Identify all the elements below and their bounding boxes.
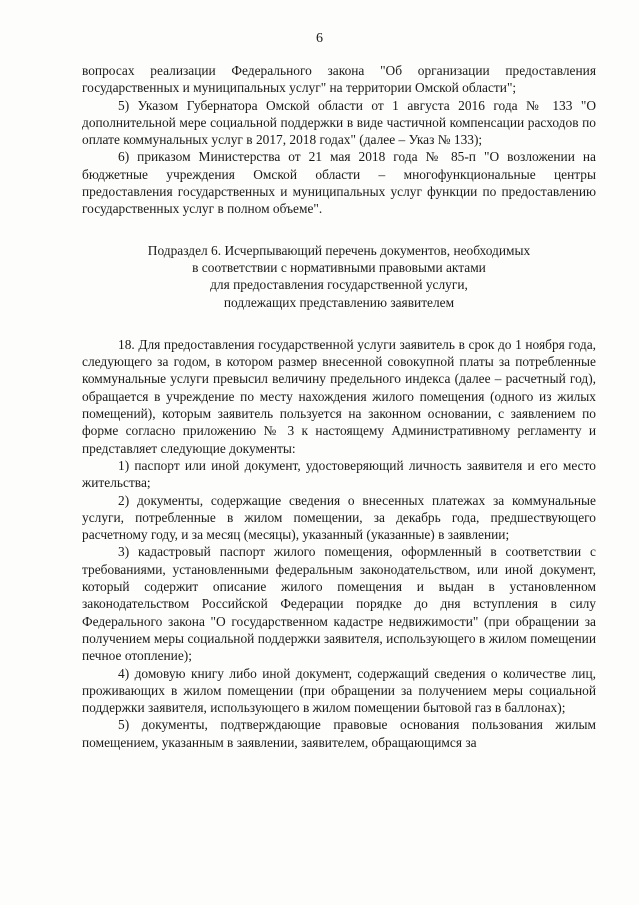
list-item-3: 3) кадастровый паспорт жилого помещения, оформленный в соответствии с требованиями, установленными федеральным законодательством, или иной документ, который содержит описание жилого помещения и выдан в установленном законодательством Российской Федерации порядке до дня вступления в силу Федерального закона "О государственном кадастре недвижимости" (при обращении за получением меры социальной поддержки заявителя, использующего в жилом помещении печное отопление); (82, 544, 596, 664)
paragraph-item-5-decree: 5) Указом Губернатора Омской области от 1 августа 2016 года № 133 "О дополнительной мере социальной поддержки в виде частичной компенсации расходов по оплате коммунальных услуг в 2017, 2018 годах" (далее – Указ № 133); (82, 97, 596, 148)
document-body (82, 62, 596, 751)
paragraph-intro-continuation: вопросах реализации Федерального закона "Об организации предоставления государственных и муниципальных услуг" на территории Омской области"; (82, 63, 596, 96)
list-item-4: 4) домовую книгу либо иной документ, содержащий сведения о количестве лиц, проживающих в жилом помещении (при обращении за получением меры социальной поддержки заявителя, использующего в жилом помещении бытовой газ в баллонах); (82, 665, 596, 716)
heading-line: в соответствии с нормативными правовыми актами (192, 259, 486, 275)
subsection-heading (82, 242, 596, 311)
list-item-5: 5) документы, подтверждающие правовые основания пользования жилым помещением, указанным в заявлении, заявителем, обращающимся за (82, 717, 596, 750)
paragraph-18: 18. Для предоставления государственной услуги заявитель в срок до 1 ноября года, следующего за годом, в котором размер внесенной совокупной платы за потребленные коммунальные услуги превысил величину предельного индекса (далее – расчетный год), обращается в учреждение по месту нахождения жилого помещения (одного из жилых помещений), которым заявитель пользуется на законном основании, с заявлением по форме согласно приложению № 3 к настоящему Административному регламенту и представляет следующие документы: (82, 336, 596, 456)
list-item-1: 1) паспорт или иной документ, удостоверяющий личность заявителя и его место жительства; (82, 457, 596, 491)
heading-line: подлежащих представлению заявителем (223, 294, 455, 310)
heading-line: Подраздел 6. Исчерпывающий перечень документов, необходимых (147, 242, 531, 258)
heading-line: для предоставления государственной услуги, (210, 277, 468, 293)
page-number: 6 (316, 31, 323, 46)
list-item-2: 2) документы, содержащие сведения о внесенных платежах за коммунальные услуги, потребленные в жилом помещении, за декабрь года, предшествующего расчетному году, и за месяц (месяцы), указанный (указанные) в заявлении; (82, 492, 596, 543)
paragraph-item-6-order: 6) приказом Министерства от 21 мая 2018 года № 85-п "О возложении на бюджетные учреждения Омской области – многофункциональные центры предоставления государственных и муниципальных услуг функции по предоставлению государственных услуг в полном объеме". (82, 149, 596, 217)
